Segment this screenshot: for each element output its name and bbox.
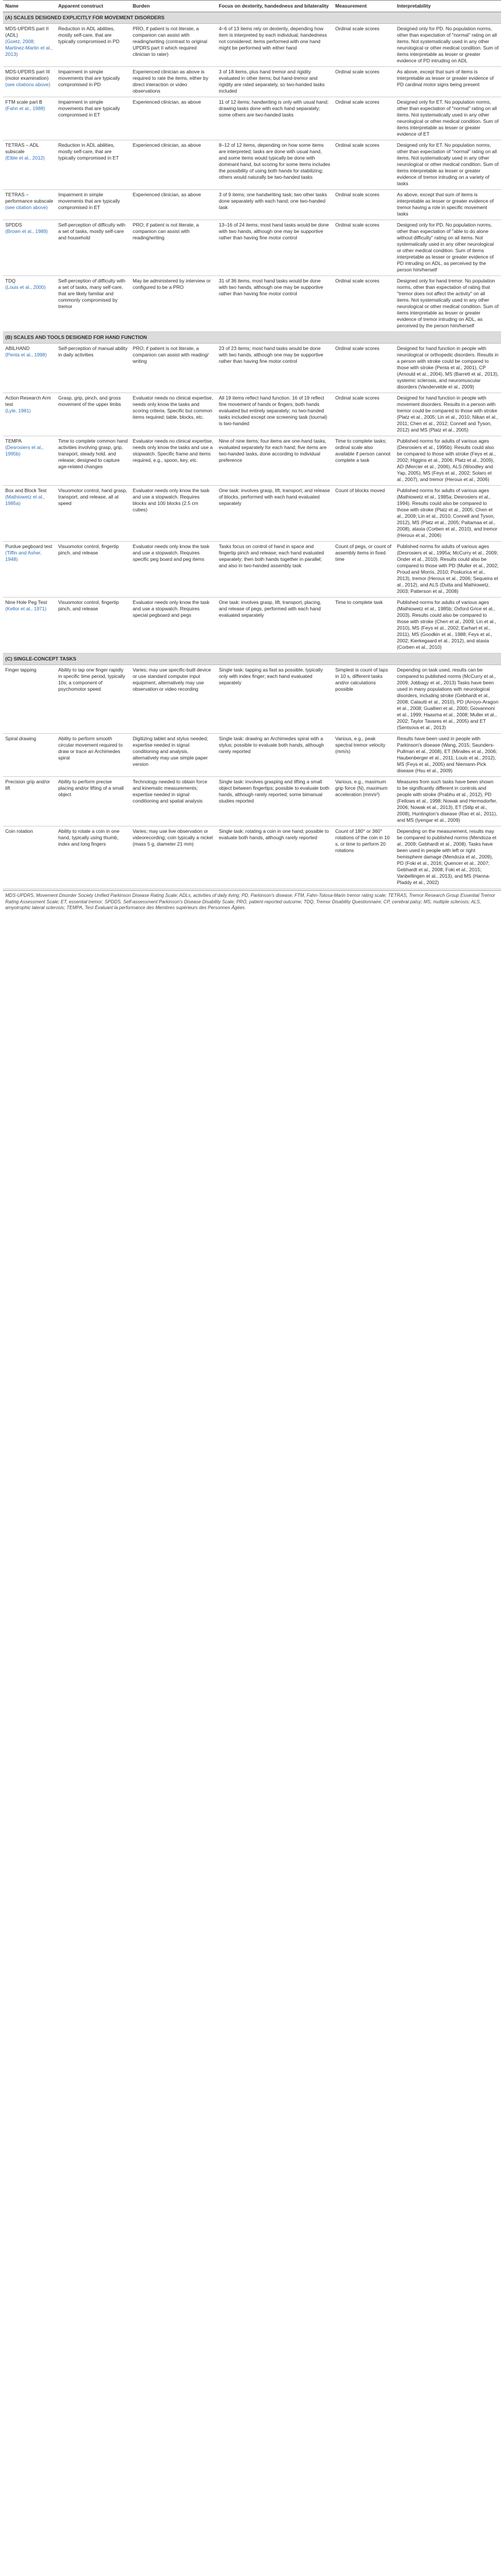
instrument-name: Nine Hole Peg Test	[5, 599, 47, 605]
section-header-row	[3, 332, 501, 344]
name-cell	[3, 276, 56, 332]
table-row	[3, 826, 501, 889]
construct-cell: Ability to tap one finger rapidly in specific time period, typically 10s; a component of psychomotor speed	[56, 665, 130, 734]
interpretability-cell: Designed for hand function in people with neurological or orthopedic disorders. Results in a person with stroke could be compared to those with stroke (Penta et al., 2001), CP (Arnould et al., 2004), MS (Barrett et al., 2013), systemic sclerosis, and neuromuscular disorders (Vandervelde et al., 2009)	[395, 344, 501, 393]
instrument-name: TEMPA	[5, 438, 22, 444]
measurement-cell: Ordinal scale scores	[333, 276, 395, 332]
interpretability-cell: Designed only for ET. No population norms, other than expectation of "normal" rating on all items. Not systematically used in any other neurological or other medical condition. Sum of items interpretable as lesser or greater evidence of tremor intruding on a variety of tasks	[395, 140, 501, 190]
construct-cell: Impairment in simple movements that are typically compromised in PD	[56, 67, 130, 97]
burden-cell: Experienced clinician, as above	[130, 97, 216, 140]
interpretability-cell: Designed for hand function in people with movement disorders. Results in a person with tremor could be compared to those with stroke (Platz et al., 2005; Lin et al., 2010; Nikan et al., 2011; Chen et al., 2012; Connell and Tyson, 2012) and MS (Platz et al., 2005)	[395, 393, 501, 436]
measurement-cell: Time to complete tasks; ordinal scale also available if person cannot complete a task	[333, 436, 395, 486]
section-title: (A) SCALES DESIGNED EXPLICITLY FOR MOVEMENT DISORDERS	[3, 12, 501, 24]
interpretability-cell: As above, except that sum of items is interpretable as lesser or greater evidence of tremor having a role in specific movement tasks	[395, 190, 501, 220]
instrument-name: FTM scale part B	[5, 99, 42, 105]
construct-cell: Ability to rotate a coin in one hand, typically using thumb, index and long fingers	[56, 826, 130, 889]
measurement-cell: Ordinal scale scores	[333, 344, 395, 393]
instrument-name: TETRAS – ADL subscale	[5, 142, 39, 154]
construct-cell: Impairment in simple movements that are typically compromised in ET	[56, 190, 130, 220]
measurement-cell: Ordinal scale scores	[333, 97, 395, 140]
table-row	[3, 67, 501, 97]
instrument-name: TDQ	[5, 278, 16, 284]
citation-link[interactable]: (Lyle, 1981)	[5, 408, 31, 414]
construct-cell: Time to complete common hand activities involving grasp, grip, transport, steady hold, and release; designed to capture age-related changes	[56, 436, 130, 486]
measurement-cell: Ordinal scale scores	[333, 24, 395, 67]
interpretability-cell: Depending on task used, results can be compared to published norms (McCurry et al., 2009; Jobbagy et al., 2013) Tasks have been used in many populations with neurological disorders, including stroke (Gebhardt et al., 2008; Calautti et al., 2010), PD (Arroyo-Aragon et al., 2008; Gualtieri et al., 2000; Giovannoni et al., 1999; Haaxma et al., 2008; Muller et al., 2002; Taylor Tavares et al., 2005) and ET (Sentsova et al., 2013)	[395, 665, 501, 734]
interpretability-cell: Published norms for adults of various ages (Desrosiers et al., 1995a; McCurry et al., 2009; Onder et al., 2010). Results could also be compared to those with PD (Muller et al., 2002; Proud and Morris, 2010; Poskurica et al., 2013), tremor (Heroux et al., 2006; Sequeira et al., 2012), and ALS (Dutta and Mathiowetz, 2003; Patterson et al., 2008)	[395, 542, 501, 598]
table-row	[3, 393, 501, 436]
focus-cell: Nine of nine items; four items are one-hand tasks, evaluated separately for each hand; five items are two-handed tasks, done according to individual preference	[216, 436, 333, 486]
construct-cell: Self-perception of difficulty with a set of tasks, mostly self-care and household	[56, 220, 130, 276]
name-cell	[3, 542, 56, 598]
name-cell	[3, 393, 56, 436]
table-row	[3, 542, 501, 598]
burden-cell: Evaluator needs no clinical expertise, needs only know the tasks and scoring criteria. Specific but common items required: table, blocks, etc.	[130, 393, 216, 436]
focus-cell: Single task: rotating a coin in one hand; possible to evaluate both hands, although rarely reported	[216, 826, 333, 889]
table-body	[3, 12, 501, 889]
interpretability-cell: Results have been used in people with Parkinson's disease (Wang, 2015; Saunders-Pullman et al., 2008), ET (Miralles et al., 2006; Haubenberger et al., 2011; Louis et al., 2012), MS (Feys et al., 2005) and Niemann-Pick disease (Hsu et al., 2009)	[395, 734, 501, 777]
focus-cell: All 19 items reflect hand function. 16 of 19 reflect fine movement of hands or fingers; both hands evaluated but entirely separately; no two-handed tasks included except one screening task (tournal) is two-handed	[216, 393, 333, 436]
table-row	[3, 598, 501, 653]
instrument-name: ABILHAND	[5, 345, 30, 351]
instrument-name: MDS-UPDRS part II (ADL)	[5, 26, 49, 38]
table-row	[3, 734, 501, 777]
section-header-row	[3, 12, 501, 24]
name-cell	[3, 344, 56, 393]
burden-cell: Experienced clinician, as above	[130, 140, 216, 190]
citation-link[interactable]: (Kellor et al., 1971)	[5, 606, 47, 612]
measurement-cell: Ordinal scale scores	[333, 67, 395, 97]
table-row	[3, 436, 501, 486]
interpretability-cell: Published norms for adults of various ages (Mathiowetz et al., 1985a; Desrosiers et al., 1994). Results could also be compared to those with stroke (Platz et al., 2005; Chen et al., 2009; Lin et al., 2010; Connell and Tyson, 2012), MS (Platz et al., 2005; Paltamaa et al., 2008), ataxia (Corben et al., 2010), and tremor (Heroux et al., 2006)	[395, 486, 501, 542]
section-title: (C) SINGLE-CONCEPT TASKS	[3, 653, 501, 665]
construct-cell: Reduction in ADL abilities, mostly self-care, that are typically compromised in ET	[56, 140, 130, 190]
burden-cell: PRO; if patient is not literate, a companion can assist with reading/ writing	[130, 344, 216, 393]
article-table-page	[3, 0, 501, 915]
table-footnote: MDS-UPDRS, Movement Disorder Society Unified Parkinson Disease Rating Scale; ADLs, activities of daily living; PD, Parkinson's disease; FTM, Fahn-Tolosa-Marin tremor rating scale; TETRAS, Tremor Research Group Essential Tremor Rating Assessment Scale; ET, essential tremor; SPDDS, Self-assessment Parkinson's Disease Disability Scale; PRO, patient-reported outcome; TDQ, Tremor Disability Questionnaire; CP, cerebral palsy; MS, multiple sclerosis; ALS, amyotrophic lateral sclerosis; TEMPA, Test Évaluant la performance des Membres supérieurs des Personnes Âgées.	[3, 890, 501, 911]
focus-cell: Tasks focus on control of hand in space and fingertip pinch and release; each hand evaluated separately; then both hands together in parallel; and also in two-handed assembly task	[216, 542, 333, 598]
measurement-cell: Ordinal scale scores	[333, 190, 395, 220]
citation-link[interactable]: (Brown et al., 1989)	[5, 228, 48, 234]
construct-cell: Self-perception of difficulty with a set of tasks, many self-care, that are likely familiar and commonly compromised by tremor	[56, 276, 130, 332]
comparison-table	[3, 0, 501, 889]
section-header-row	[3, 653, 501, 665]
name-cell	[3, 190, 56, 220]
table-row	[3, 486, 501, 542]
burden-cell: Evaluator needs only know the task and use a stopwatch. Requires specific peg board and peg items	[130, 542, 216, 598]
header-focus: Focus on dexterity, handedness and bilaterality	[216, 1, 333, 12]
burden-cell: Technology needed to obtain force and kinematic measurements; expertise needed in signal conditioning and spatial analysis	[130, 777, 216, 826]
focus-cell: One task: involves grasp, lift, transport, placing, and release of pegs, performed with each hand evaluated separately	[216, 598, 333, 653]
burden-cell: Evaluator needs only know the task and use a stopwatch. Requires special pegboard and pegs	[130, 598, 216, 653]
burden-cell: PRO, if patient is not literate, a companion can assist with reading/writing (contrast to original UPDRS part II which required clinician to rater)	[130, 24, 216, 67]
citation-link[interactable]: (Tiffin and Asher, 1948)	[5, 550, 42, 562]
measurement-cell: Time to complete task	[333, 598, 395, 653]
instrument-name: SPDDS	[5, 222, 22, 228]
interpretability-cell: Designed only for ET. No population norms, other than expectation of "normal" rating on all items. Not systematically used in any other neurological or other medical condition. Sum of items interpretable as lesser or greater evidence of ET	[395, 97, 501, 140]
focus-cell: Single task: drawing an Archimedes spiral with a stylus; possible to evaluate both hands, although rarely reported	[216, 734, 333, 777]
burden-cell: Experienced clinician as above is required to rate the items, either by direct interaction or video observations	[130, 67, 216, 97]
construct-cell: Ability to perform precise placing and/or lifting of a small object	[56, 777, 130, 826]
interpretability-cell: Depending on the measurement, results may be compared to published norms (Mendoza et al., 2009; Gebhardt et al., 2008). Tasks have been used in people with left or right hemisphere damage (Mendoza et al., 2009), PD (Foki et al., 2016; Quencer et al., 2007; Gebhardt et al., 2008; Foki et al., 2015; Vanbellingen et al., 2013), and MS (Hanna-Pladdy et al., 2002)	[395, 826, 501, 889]
table-row	[3, 190, 501, 220]
citation-link[interactable]: (Desrosiers et al., 1995b)	[5, 444, 44, 457]
table-row	[3, 344, 501, 393]
name-cell	[3, 436, 56, 486]
name-cell	[3, 734, 56, 777]
table-row	[3, 220, 501, 276]
citation-link[interactable]: (Fahn et al., 1988)	[5, 105, 45, 111]
table-row	[3, 97, 501, 140]
citation-link[interactable]: (Mathiowetz et al., 1985a)	[5, 494, 45, 506]
construct-cell: Visuomotor control, fingertip pinch, and release	[56, 542, 130, 598]
table-header	[3, 1, 501, 12]
header-construct: Apparent construct	[56, 1, 130, 12]
instrument-name: TETRAS – performance subscale	[5, 192, 54, 204]
name-cell	[3, 598, 56, 653]
citation-link[interactable]: (Louis et al., 2000)	[5, 284, 46, 290]
instrument-name: Finger tapping	[5, 667, 37, 673]
section-title: (B) SCALES AND TOOLS DESIGNED FOR HAND FUNCTION	[3, 332, 501, 344]
instrument-name: Box and Block Test	[5, 487, 47, 493]
interpretability-cell: Designed only for PD. No population norms, other than expectation of "able to do alone without difficulty" rating on all items. Not systematically used in any other neurological or other medical condition. Sum of items interpretable as lesser or greater evidence of PD intruding on ADL, as perceived by the person him/herself	[395, 220, 501, 276]
table-row	[3, 777, 501, 826]
interpretability-cell: Published norms for adults of various ages (Mathiowetz et al., 1985b; Oxford Grice et al., 2003). Results could also be compared to those with stroke (Chen et al., 2009; Lin et al., 2010), MS (Feys et al., 2002; Earhart et al., 2011), MS (Goodkin et al., 1988; Feys et al., 2002; Kierkegaard et al., 2012), and ataxia (Corben et al., 2010)	[395, 598, 501, 653]
name-cell	[3, 140, 56, 190]
focus-cell: One task: involves grasp, lift, transport, and release of blocks, performed with each hand evaluated separately	[216, 486, 333, 542]
focus-cell: 8–12 of 12 items, depending on how some items are interpreted; tasks are done with usual hand, and some items would typically be done with dominant hand, but scoring for some items includes the possibility of using both hands for stabilizing; others would naturally be two-handed tasks	[216, 140, 333, 190]
measurement-cell: Ordinal scale scores	[333, 220, 395, 276]
name-cell	[3, 97, 56, 140]
construct-cell: Grasp, grip, pinch, and gross movement of the upper limbs	[56, 393, 130, 436]
burden-cell: Varies; may use specific-built device or use standard computer input equipment, alternatively may use observation or video recording	[130, 665, 216, 734]
burden-cell: Digitizing tablet and stylus needed; expertise needed in signal conditioning and analysis, alternatively may use simple paper version	[130, 734, 216, 777]
construct-cell: Ability to perform smooth circular movement required to draw or trace an Archimedes spiral	[56, 734, 130, 777]
burden-cell: May be administered by interview or configured to be a PRO	[130, 276, 216, 332]
measurement-cell: Simplest is count of taps in 10 s, different tasks and/or calculations possible	[333, 665, 395, 734]
measurement-cell: Various, e.g., peak spectral tremor velocity (mm/s)	[333, 734, 395, 777]
name-cell	[3, 486, 56, 542]
instrument-name: Precision grip and/or lift	[5, 779, 50, 791]
burden-cell: Evaluator needs no clinical expertise, needs only know the tasks and use a stopwatch. Specific frame and items required, e.g., spoon, key, etc.	[130, 436, 216, 486]
interpretability-cell: Designed only for hand tremor. No population norms, other than expectation of rating that "tremor does not affect the activity" on all items. Not systematically used in any other neurological or other medical condition. Sum of items interpretable as lesser or greater evidence of tremor intruding on ADL, as perceived by the person him/herself	[395, 276, 501, 332]
instrument-name: Purdue pegboard test	[5, 543, 52, 549]
name-cell	[3, 777, 56, 826]
header-interpretability: Interpretability	[395, 1, 501, 12]
measurement-cell: Ordinal scale scores	[333, 393, 395, 436]
instrument-name: MDS-UPDRS part III (motor examination)	[5, 69, 50, 81]
burden-cell: Evaluator needs only know the task and use a stopwatch. Requires blocks and 100 blocks (2.5 cm cubes)	[130, 486, 216, 542]
table-row	[3, 140, 501, 190]
citation-link[interactable]: (see citation above)	[5, 204, 48, 210]
table-row	[3, 276, 501, 332]
measurement-cell: Count of pegs, or count of assembly items in fixed time	[333, 542, 395, 598]
measurement-cell: Count of 180° or 360° rotations of the coin in 10 s, or time to perform 20 rotations	[333, 826, 395, 889]
focus-cell: Single task: tapping as fast as possible, typically only with index finger; each hand evaluated separately	[216, 665, 333, 734]
citation-link[interactable]: (see citations above)	[5, 82, 51, 87]
construct-cell: Visuomotor control, fingertip pinch, and release	[56, 598, 130, 653]
construct-cell: Visuomotor control, hand grasp, transport, and release, all at speed	[56, 486, 130, 542]
focus-cell: Single task: involves grasping and lifting a small object between fingertips; possible to evaluate both hands, although rarely reported; some bimanual studies reported	[216, 777, 333, 826]
focus-cell: 23 of 23 items; most hand tasks would be done with two hands, although one may be supportive rather than having fine motor control	[216, 344, 333, 393]
name-cell	[3, 24, 56, 67]
instrument-name: Action Research Arm test	[5, 395, 51, 407]
interpretability-cell: Designed only for PD. No population norms, other than expectation of "normal" rating on all items. Not systematically used in any other neurological or other medical condition. Sum of items interpretable as lesser or greater evidence of PD intruding on ADL	[395, 24, 501, 67]
interpretability-cell: As above, except that sum of items is interpretable as lesser or greater evidence of PD cardinal motor signs being present	[395, 67, 501, 97]
construct-cell: Reduction in ADL abilities, mostly self-care, that are typically compromised in PD	[56, 24, 130, 67]
measurement-cell: Various, e.g., maximum grip force (N), maximum acceleration (mm/s²)	[333, 777, 395, 826]
header-burden: Burden	[130, 1, 216, 12]
focus-cell: 13–16 of 24 items; most hand tasks would be done with two hands, although one may be supportive rather than having fine motor control	[216, 220, 333, 276]
measurement-cell: Count of blocks moved	[333, 486, 395, 542]
citation-link[interactable]: (Goetz, 2008; Martinez-Martin et al., 2013)	[5, 38, 52, 57]
name-cell	[3, 826, 56, 889]
table-row	[3, 665, 501, 734]
measurement-cell: Ordinal scale scores	[333, 140, 395, 190]
construct-cell: Impairment in simple movements that are typically compromised in ET	[56, 97, 130, 140]
name-cell	[3, 220, 56, 276]
name-cell	[3, 67, 56, 97]
instrument-name: Spiral drawing	[5, 736, 37, 741]
focus-cell: 3 of 18 items, plus hand tremor and rigidity evaluated in other items; but hand-tremor and rigidity are rated separately, so two-handed tasks included	[216, 67, 333, 97]
header-measurement: Measurement	[333, 1, 395, 12]
citation-link[interactable]: (Elble et al., 2012)	[5, 155, 45, 161]
interpretability-cell: Published norms for adults of various ages (Desrosiers et al., 1995b). Results could also be compared to those with stroke (Feys et al., 2002; Higgins et al., 2006; Platz et al., 2009), AD (Mercier et al., 2006), ALS (Woodley and Yap, 2005), MS (Feys et al., 2002; Solaro et al., 2007), and tremor (Heroux et al., 2006)	[395, 436, 501, 486]
interpretability-cell: Measures from such tasks have been shown to be significantly different in controls and people with stroke (Prabhu et al., 2012), PD (Fellows et al., 1998; Nowak and Hermsdorfer, 2006; Nowak et al., 2013), ET (Stilp et al., 2008), Huntington's disease (Rao et al., 2011), and MS (Iyengar et al., 2009)	[395, 777, 501, 826]
name-cell	[3, 665, 56, 734]
focus-cell: 3 of 9 items; one handwriting task; two other tasks done separately with each hand; one two-handed task	[216, 190, 333, 220]
instrument-name: Coin rotation	[5, 828, 33, 834]
burden-cell: Experienced clinician, as above	[130, 190, 216, 220]
focus-cell: 11 of 12 items; handwriting is only with usual hand; drawing tasks done with each hand separately; some others are two-handed tasks	[216, 97, 333, 140]
header-name: Name	[3, 1, 56, 12]
burden-cell: PRO; if patient is not literate, a companion can assist with reading/writing	[130, 220, 216, 276]
construct-cell: Self-perception of manual ability in daily activities	[56, 344, 130, 393]
focus-cell: 31 of 36 items, most hand tasks would be done with two hands, although one may be supportive rather than having fine motor control	[216, 276, 333, 332]
burden-cell: Varies; may use live observation or videorecording; coin typically a nickel (mass 5 g, diameter 21 mm)	[130, 826, 216, 889]
table-row	[3, 24, 501, 67]
focus-cell: 4–6 of 13 items rely on dexterity, depending how item is interpreted by each individual; handedness not considered; items performed with one hand might be performed with either hand	[216, 24, 333, 67]
citation-link[interactable]: (Penta et al., 1998)	[5, 352, 47, 358]
